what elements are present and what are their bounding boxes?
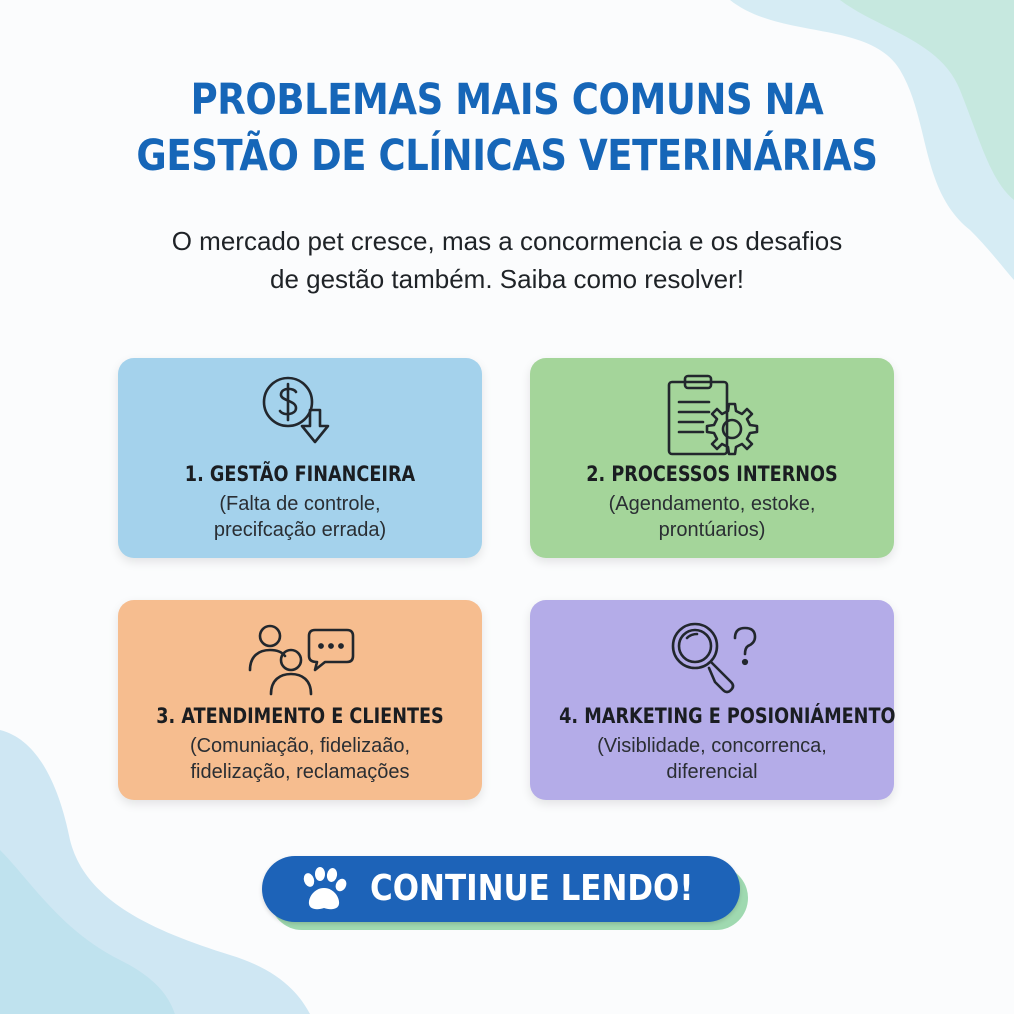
card-title: 2. PROCESSOS INTERNOS: [586, 462, 838, 486]
subtitle: [0, 222, 1014, 298]
magnifier-question-icon: [657, 612, 767, 704]
card-title: 3. ATENDIMENTO E CLIENTES: [156, 704, 444, 728]
page-title: [71, 72, 943, 184]
card-atendimento-clientes: [118, 600, 482, 800]
card-description: (Falta de controle, precifcação errada): [213, 493, 387, 541]
card-description: (Visiblidade, concorrenca, diferencial: [597, 735, 827, 783]
subtitle-line-2: de gestão também. Saiba como resolver!: [269, 264, 745, 294]
card-description: (Comuniação, fidelizaão, fidelização, reclamações: [189, 735, 411, 783]
paw-icon: [292, 866, 354, 914]
subtitle-line-1: O mercado pet cresce, mas a concormencia e os desafios: [171, 226, 843, 256]
title-line-2: GESTÃO DE CLÍNICAS VETERINÁRIAS: [136, 131, 878, 181]
title-line-1: PROBLEMAS MAIS COMUNS NA: [190, 75, 824, 125]
continue-reading-button[interactable]: [262, 856, 740, 922]
people-chat-icon: [235, 612, 365, 704]
cta-label: CONTINUE LENDO!: [370, 868, 694, 909]
card-marketing-posicionamento: [530, 600, 894, 800]
card-processos-internos: [530, 358, 894, 558]
card-description: (Agendamento, estoke, prontúarios): [608, 493, 816, 541]
money-down-icon: [250, 370, 350, 460]
clipboard-gear-icon: [657, 370, 767, 462]
card-title: 4. MARKETING E POSIONIÁMENTO: [559, 704, 896, 728]
card-title: 1. GESTÃO FINANCEIRA: [184, 462, 416, 486]
card-gestao-financeira: [118, 358, 482, 558]
